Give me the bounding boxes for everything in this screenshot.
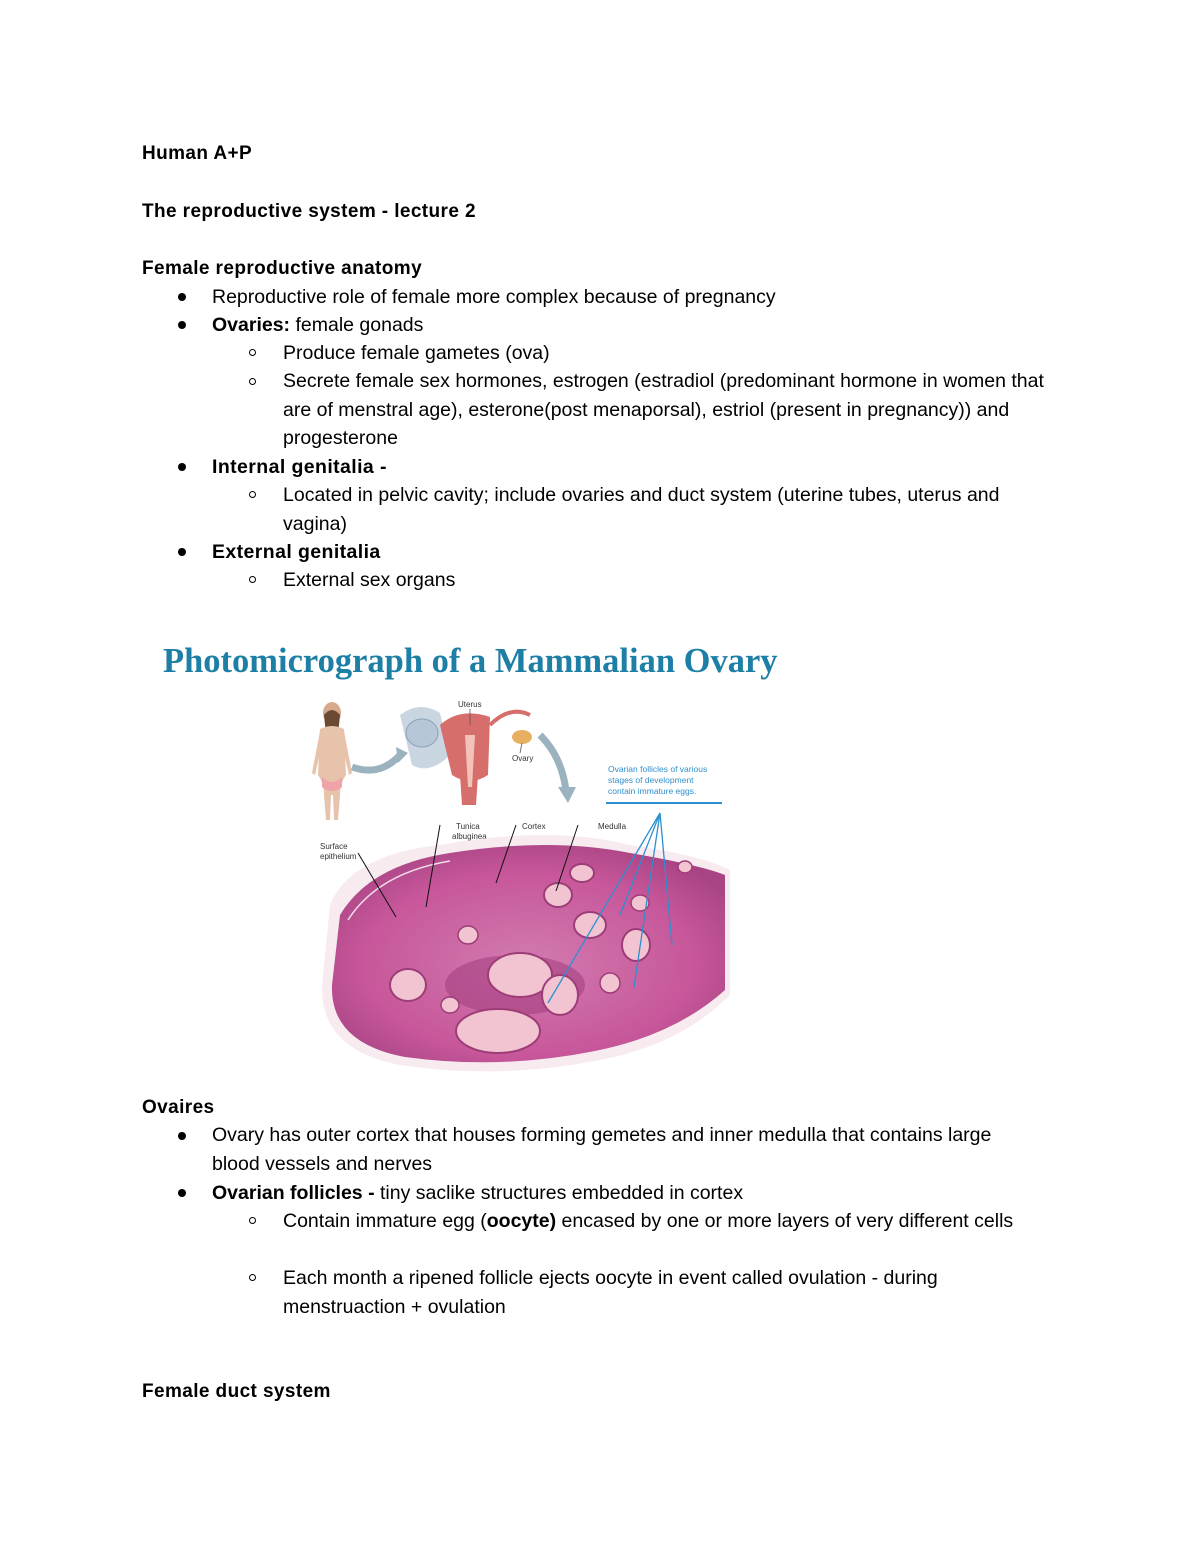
label-medulla: Medulla (598, 822, 627, 831)
bullet-disc-icon (178, 1189, 186, 1197)
bullet-disc-icon (178, 321, 186, 329)
bullet-circle-icon (249, 378, 256, 385)
label-cortex: Cortex (522, 822, 546, 831)
bullet-disc-icon (178, 293, 186, 301)
list-subitem-bold: oocyte) (486, 1210, 557, 1232)
list-item (212, 1179, 743, 1208)
bullet-circle-icon (249, 491, 256, 498)
bullet-circle-icon (249, 1274, 256, 1281)
list-item-text: female gonads (290, 314, 424, 336)
section-heading-duct-system: Female duct system (142, 1381, 331, 1402)
arrow-icon (352, 755, 400, 770)
list-item: External genitalia (212, 541, 381, 563)
list-subitem (283, 1207, 1063, 1236)
label-surface-line1: Surface (320, 842, 348, 851)
list-item: Ovary has outer cortex that houses forming gemetes and inner medulla that contains large blood vessels and nerves (212, 1124, 992, 1175)
lecture-title: The reproductive system - lecture 2 (142, 201, 476, 222)
list-item-text: tiny saclike structures embedded in cortex (374, 1182, 744, 1204)
list-subitem: Secrete female sex hormones, estrogen (estradiol (predominant hormone in women that are of menstral age), esterone(post menaporsal), estriol (present in pregnancy)) and progesterone (283, 370, 1044, 449)
figure-title: Photomicrograph of a Mammalian Ovary (163, 642, 778, 680)
bullet-disc-icon (178, 548, 186, 556)
label-follicles-line2: stages of development (608, 775, 694, 785)
bullet-circle-icon (249, 1217, 256, 1224)
bullet-circle-icon (249, 576, 256, 583)
section-heading-ovaires: Ovaires (142, 1097, 215, 1118)
list-item-bold: Ovarian follicles - (212, 1182, 375, 1204)
list-subitem: Each month a ripened follicle ejects oocyte in event called ovulation - during menstruaction + ovulation (283, 1267, 938, 1318)
label-ovary: Ovary (512, 754, 534, 763)
list-subitem-text: encased by one or more layers of very different cells (556, 1210, 1014, 1232)
list-subitem: External sex organs (283, 569, 456, 591)
arrow-icon (540, 735, 566, 791)
list-item-bold: Ovaries: (212, 314, 291, 336)
section-heading-female-anatomy: Female reproductive anatomy (142, 258, 423, 279)
list-subitem: Produce female gametes (ova) (283, 342, 550, 364)
ovary-figure (300, 695, 730, 1085)
list-subitem: Located in pelvic cavity; include ovaries and duct system (uterine tubes, uterus and vagina) (283, 484, 1000, 535)
list-item: Internal genitalia - (212, 456, 387, 478)
bullet-disc-icon (178, 463, 186, 471)
label-tunica-line1: Tunica (456, 822, 480, 831)
label-uterus: Uterus (458, 700, 482, 709)
label-surface-line2: epithelium (320, 852, 357, 861)
list-item: Reproductive role of female more complex because of pregnancy (212, 286, 776, 308)
bullet-disc-icon (178, 1132, 186, 1140)
course-title: Human A+P (142, 143, 253, 164)
body-silhouette-icon (312, 702, 352, 820)
label-follicles-line1: Ovarian follicles of various (608, 764, 708, 774)
label-tunica-line2: albuginea (452, 832, 487, 841)
bullet-circle-icon (249, 349, 256, 356)
list-subitem-text: Contain immature egg ( (283, 1210, 487, 1232)
list-item (212, 311, 423, 340)
ovary-tissue (322, 835, 730, 1071)
label-follicles-line3: contain immature eggs. (608, 786, 697, 796)
